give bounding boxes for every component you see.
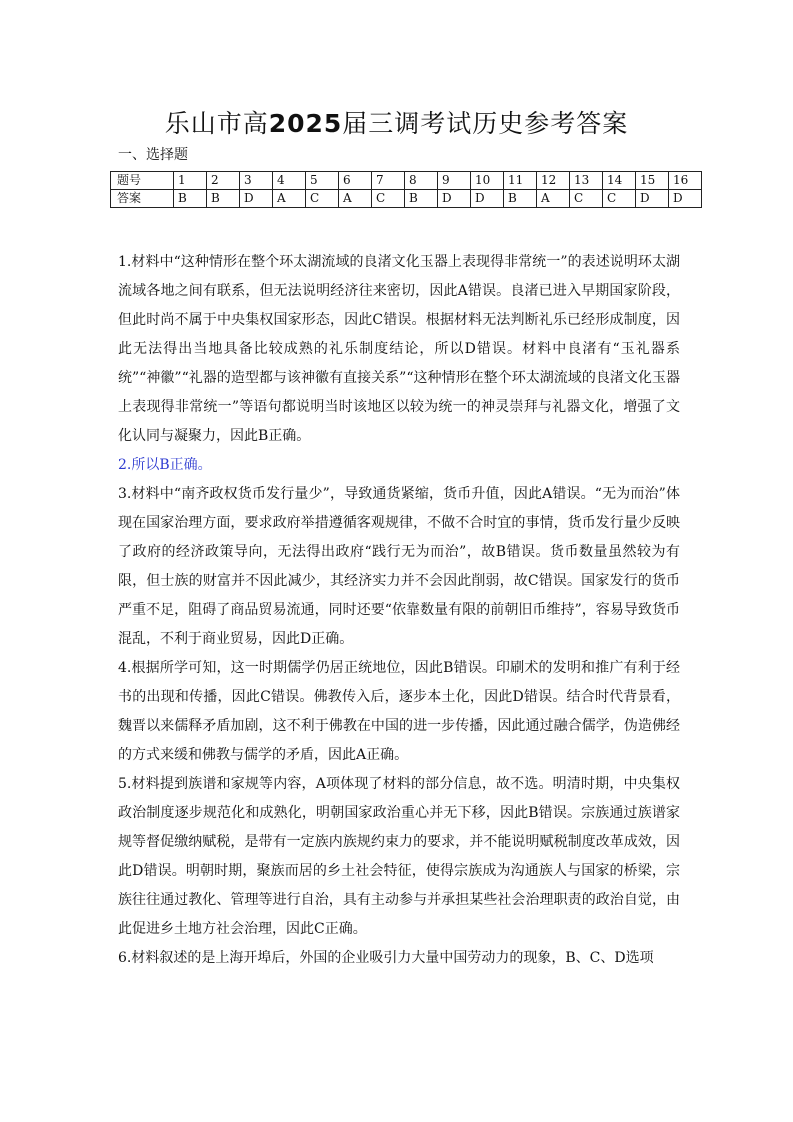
explanation-paragraph-6: 6.材料叙述的是上海开埠后，外国的企业吸引力大量中国劳动力的现象，B、C、D选项 bbox=[118, 950, 654, 966]
question-number-cell: 15 bbox=[636, 172, 669, 190]
answer-cell: C bbox=[306, 190, 339, 208]
answer-cell: A bbox=[273, 190, 306, 208]
title-prefix: 乐山市高 bbox=[164, 109, 269, 138]
section-heading: 一、选择题 bbox=[118, 147, 188, 163]
explanations bbox=[118, 248, 680, 973]
answer-cell: C bbox=[603, 190, 636, 208]
answer-table bbox=[110, 171, 702, 208]
question-number-cell: 10 bbox=[471, 172, 504, 190]
table-row-numbers bbox=[111, 172, 702, 190]
table-row-answers bbox=[111, 190, 702, 208]
question-number-cell: 6 bbox=[339, 172, 372, 190]
explanation-paragraph-4: 4.根据所学可知，这一时期儒学仍居正统地位，因此B错误。印刷术的发明和推广有利于经书的出现和传播，因此C错误。佛教传入后，逐步本土化，因此D错误。结合时代背景看，魏晋以来儒释矛盾加剧，这不利于佛教在中国的进一步传播，因此通过融合儒学，伪造佛经的方式来缓和佛教与儒学的矛盾，因此A正确。 bbox=[118, 660, 680, 763]
page-title bbox=[0, 104, 793, 140]
question-number-cell: 11 bbox=[504, 172, 537, 190]
question-number-cell: 3 bbox=[240, 172, 273, 190]
explanation-paragraph-5: 5.材料提到族谱和家规等内容，A项体现了材料的部分信息，故不选。明清时期，中央集权政治制度逐步规范化和成熟化，明朝国家政治重心并无下移，因此B错误。宗族通过族谱家规等督促缴纳赋税，是带有一定族内族规约束力的要求，并不能说明赋税制度改革成效，因此D错误。明朝时期，聚族而居的乡土社会特征，使得宗族成为沟通族人与国家的桥梁，宗族往往通过教化、管理等进行自治，具有主动参与并承担某些社会治理职责的政治自觉，由此促进乡土地方社会治理，因此C正确。 bbox=[118, 776, 680, 937]
title-year: 2025 bbox=[268, 109, 343, 138]
question-number-cell: 2 bbox=[207, 172, 240, 190]
answer-cell: C bbox=[570, 190, 603, 208]
question-number-cell: 7 bbox=[372, 172, 405, 190]
answer-cell: D bbox=[636, 190, 669, 208]
answer-cell: A bbox=[339, 190, 372, 208]
answer-cell: B bbox=[504, 190, 537, 208]
question-number-cell: 8 bbox=[405, 172, 438, 190]
answer-cell: D bbox=[669, 190, 702, 208]
question-number-cell: 13 bbox=[570, 172, 603, 190]
answer-cell: C bbox=[372, 190, 405, 208]
title-suffix: 届三调考试历史参考答案 bbox=[342, 109, 629, 138]
answer-cell: B bbox=[405, 190, 438, 208]
answer-cell: D bbox=[471, 190, 504, 208]
answer-cell: B bbox=[207, 190, 240, 208]
answer-cell: B bbox=[174, 190, 207, 208]
question-number-cell: 14 bbox=[603, 172, 636, 190]
question-number-cell: 9 bbox=[438, 172, 471, 190]
question-number-cell: 16 bbox=[669, 172, 702, 190]
question-number-cell: 12 bbox=[537, 172, 570, 190]
answer-cell: D bbox=[240, 190, 273, 208]
row-label-answer: 答案 bbox=[111, 190, 174, 208]
answer-cell: D bbox=[438, 190, 471, 208]
answer-cell: A bbox=[537, 190, 570, 208]
explanation-paragraph-2: 2.所以B正确。 bbox=[118, 457, 212, 473]
question-number-cell: 4 bbox=[273, 172, 306, 190]
explanation-paragraph-1: 1.材料中“这种情形在整个环太湖流域的良渚文化玉器上表现得非常统一”的表述说明环太湖流域各地之间有联系，但无法说明经济往来密切，因此A错误。良渚已进入早期国家阶段，但此时尚不属于中央集权国家形态，因此C错误。根据材料无法判断礼乐已经形成制度，因此无法得出当地具备比较成熟的礼乐制度结论，所以D错误。材料中良渚有“玉礼器系统”“神徽”“礼器的造型都与该神徽有直接关系”“这种情形在整个环太湖流域的良渚文化玉器上表现得非常统一”等语句都说明当时该地区以较为统一的神灵崇拜与礼器文化，增强了文化认同与凝聚力，因此B正确。 bbox=[118, 254, 680, 444]
question-number-cell: 1 bbox=[174, 172, 207, 190]
explanation-paragraph-3: 3.材料中“南齐政权货币发行量少”，导致通货紧缩，货币升值，因此A错误。“无为而治”体现在国家治理方面，要求政府举措遵循客观规律，不做不合时宜的事情，货币发行量少反映了政府的经济政策导向，无法得出政府“践行无为而治”，故B错误。货币数量虽然较为有限，但士族的财富并不因此减少，其经济实力并不会因此削弱，故C错误。国家发行的货币严重不足，阻碍了商品贸易流通，同时还要“依靠数量有限的前朝旧币维持”，容易导致货币混乱，不利于商业贸易，因此D正确。 bbox=[118, 486, 680, 647]
row-label-number: 题号 bbox=[111, 172, 174, 190]
question-number-cell: 5 bbox=[306, 172, 339, 190]
